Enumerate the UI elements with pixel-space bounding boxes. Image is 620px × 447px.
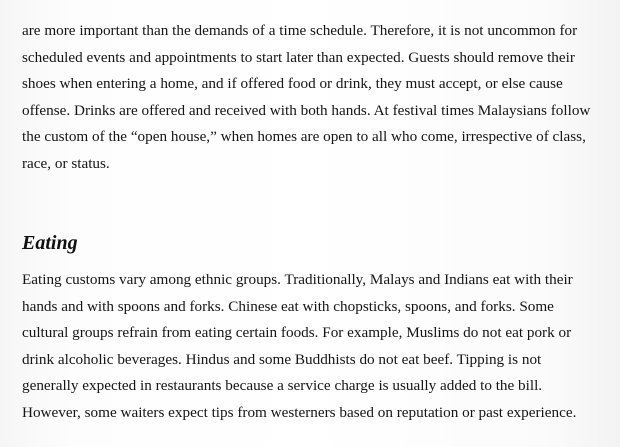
paragraph-line: offense. Drinks are offered and received with both hands. At festival times Malaysians follow xyxy=(22,101,591,119)
paragraph-line: are more important than the demands of a time schedule. Therefore, it is not uncommon for xyxy=(22,22,578,39)
paragraph-line: generally expected in restaurants because a service charge is usually added to the bill. xyxy=(22,377,543,395)
paragraph-line: Eating customs vary among ethnic groups. Traditionally, Malays and Indians eat with their xyxy=(22,271,573,288)
customs-paragraph xyxy=(22,18,590,178)
paragraph-line: However, some waiters expect tips from westerners based on reputation or past experience. xyxy=(22,403,577,421)
paragraph-line: shoes when entering a home, and if offered food or drink, they must accept, or else cause xyxy=(22,75,563,93)
paragraph-line: hands and with spoons and forks. Chinese eat with chopsticks, spoons, and forks. Some xyxy=(22,297,554,315)
eating-paragraph xyxy=(22,267,576,427)
section-heading-eating: Eating xyxy=(22,232,78,254)
paragraph-line: race, or status. xyxy=(22,154,110,172)
paragraph-line: drink alcoholic beverages. Hindus and some Buddhists do not eat beef. Tipping is not xyxy=(22,350,542,368)
paragraph-line: cultural groups refrain from eating certain foods. For example, Muslims do not eat pork or xyxy=(22,324,572,342)
paragraph-line: scheduled events and appointments to start later than expected. Guests should remove their xyxy=(22,48,575,66)
paragraph-line: the custom of the “open house,” when homes are open to all who come, irrespective of class, xyxy=(22,128,586,146)
